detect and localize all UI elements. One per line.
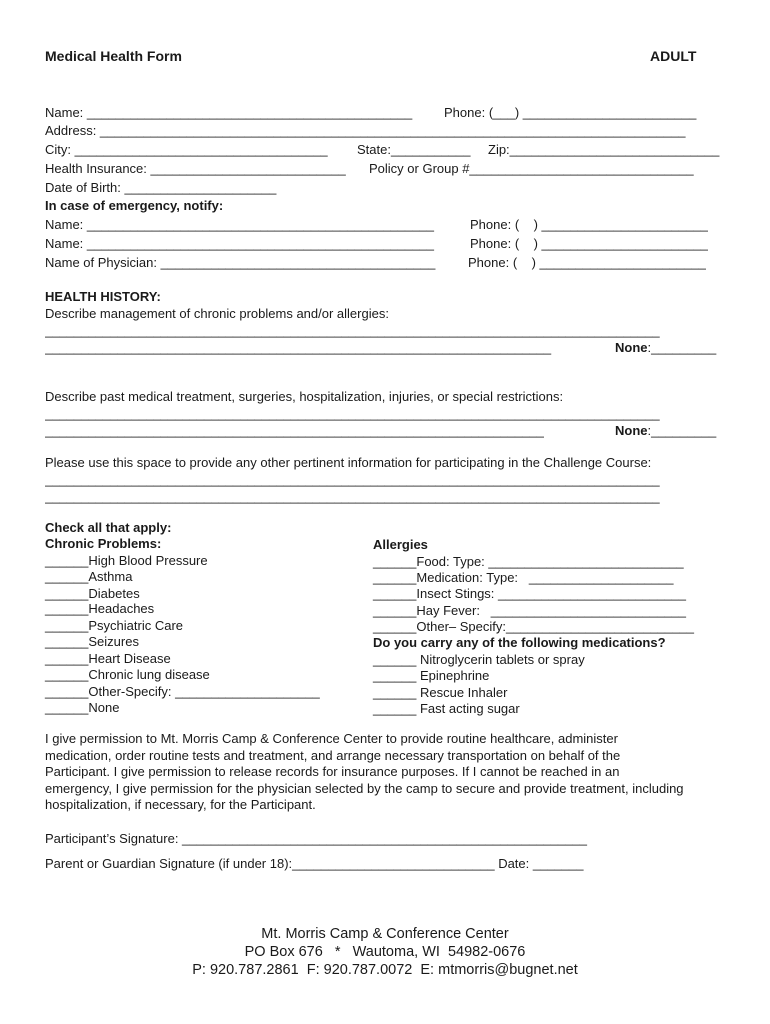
medical-treatment-question: Describe past medical treatment, surgeries, hospitalization, injuries, or special restrictions:	[45, 389, 564, 404]
chronic-problems-question: Describe management of chronic problems and/or allergies:	[45, 306, 389, 321]
other-info-line-2[interactable]: _____________________________________________________________________________________	[45, 489, 660, 504]
health-history-heading: HEALTH HISTORY:	[45, 289, 161, 304]
other-info-question: Please use this space to provide any other pertinent information for participating in the Challenge Course:	[45, 455, 652, 470]
medical-treatment-line-2[interactable]: _____________________________________________________________________	[45, 423, 544, 438]
chronic-item-asthma[interactable]: ______Asthma	[45, 569, 133, 584]
chronic-problems-heading: Chronic Problems:	[45, 536, 162, 551]
none-label-1: None	[615, 340, 648, 355]
allergy-item-food[interactable]: ______Food: Type: ___________________________	[373, 554, 684, 569]
form-title: Medical Health Form	[45, 48, 182, 64]
date-of-birth-field[interactable]: Date of Birth: _____________________	[45, 180, 277, 195]
chronic-item-psychiatric-care[interactable]: ______Psychiatric Care	[45, 618, 184, 633]
chronic-item-diabetes[interactable]: ______Diabetes	[45, 586, 140, 601]
chronic-item-heart-disease[interactable]: ______Heart Disease	[45, 651, 171, 666]
form-type-label: ADULT	[650, 48, 697, 64]
state-field[interactable]: State:___________	[357, 142, 471, 157]
medication-item-nitroglycerin[interactable]: ______ Nitroglycerin tablets or spray	[373, 652, 585, 667]
chronic-item-high-blood-pressure[interactable]: ______High Blood Pressure	[45, 553, 208, 568]
medication-item-fast-acting-sugar[interactable]: ______ Fast acting sugar	[373, 701, 520, 716]
chronic-item-headaches[interactable]: ______Headaches	[45, 601, 155, 616]
none-field-2[interactable]	[615, 423, 716, 439]
medical-treatment-line-1[interactable]: _____________________________________________________________________________________	[45, 406, 660, 421]
emergency-name-2-field[interactable]: Name: ________________________________________________	[45, 236, 434, 251]
emergency-heading: In case of emergency, notify:	[45, 198, 224, 213]
none-blank-1: :_________	[647, 340, 717, 355]
none-label-2: None	[615, 423, 648, 438]
footer-address: PO Box 676 * Wautoma, WI 54982-0676	[244, 944, 526, 960]
none-blank-2: :_________	[647, 423, 717, 438]
address-field[interactable]: Address: _________________________________________________________________________________	[45, 123, 686, 138]
medication-item-rescue-inhaler[interactable]: ______ Rescue Inhaler	[373, 685, 508, 700]
footer-organization: Mt. Morris Camp & Conference Center	[261, 926, 509, 942]
allergy-item-hay-fever[interactable]: ______Hay Fever: ___________________________	[373, 603, 686, 618]
chronic-problems-line-1[interactable]: _____________________________________________________________________________________	[45, 323, 660, 338]
allergies-heading: Allergies	[373, 537, 428, 552]
physician-name-field[interactable]: Name of Physician: ______________________________________	[45, 255, 436, 270]
participant-signature-field[interactable]: Participant’s Signature: ________________________________________________________	[45, 831, 587, 846]
name-field[interactable]: Name: _____________________________________________	[45, 105, 413, 120]
allergy-item-other[interactable]: ______Other– Specify:__________________________	[373, 619, 694, 634]
emergency-name-1-field[interactable]: Name: ________________________________________________	[45, 217, 434, 232]
city-field[interactable]: City: ___________________________________	[45, 142, 328, 157]
medications-heading: Do you carry any of the following medications?	[373, 635, 666, 650]
guardian-signature-field[interactable]: Parent or Guardian Signature (if under 18):____________________________ Date: _______	[45, 856, 584, 871]
chronic-problems-line-2[interactable]: ______________________________________________________________________	[45, 340, 552, 355]
none-field-1[interactable]	[615, 340, 716, 356]
chronic-item-chronic-lung-disease[interactable]: ______Chronic lung disease	[45, 667, 210, 682]
chronic-item-seizures[interactable]: ______Seizures	[45, 634, 139, 649]
medication-item-epinephrine[interactable]: ______ Epinephrine	[373, 668, 490, 683]
chronic-item-none[interactable]: ______None	[45, 700, 120, 715]
health-insurance-field[interactable]: Health Insurance: ___________________________	[45, 161, 346, 176]
check-all-heading: Check all that apply:	[45, 520, 172, 535]
physician-phone-field[interactable]: Phone: ( ) _______________________	[468, 255, 706, 270]
chronic-item-other-specify[interactable]: ______Other-Specify: ____________________	[45, 684, 320, 699]
zip-field[interactable]: Zip:_____________________________	[488, 142, 720, 157]
other-info-line-1[interactable]: _____________________________________________________________________________________	[45, 472, 660, 487]
allergy-item-medication[interactable]: ______Medication: Type: ____________________	[373, 570, 674, 585]
footer-contact: P: 920.787.2861 F: 920.787.0072 E: mtmorris@bugnet.net	[192, 962, 578, 978]
phone-field[interactable]: Phone: (___) ________________________	[444, 105, 697, 120]
emergency-phone-2-field[interactable]: Phone: ( ) _______________________	[470, 236, 708, 251]
policy-group-field[interactable]: Policy or Group #_______________________________	[369, 161, 694, 176]
allergy-item-insect-stings[interactable]: ______Insect Stings: __________________________	[373, 586, 687, 601]
emergency-phone-1-field[interactable]: Phone: ( ) _______________________	[470, 217, 708, 232]
permission-statement: I give permission to Mt. Morris Camp & Conference Center to provide routine healthcare, administer medication, order routine tests and treatment, and arrange necessary transportation on behalf of the Participant. I give permission to release records for insurance purposes. If I cannot be reached in an emergency, I give permission for the physician selected by the camp to secure and provide treatment, including hospitalization, if necessary, for the Participant.	[45, 731, 684, 813]
